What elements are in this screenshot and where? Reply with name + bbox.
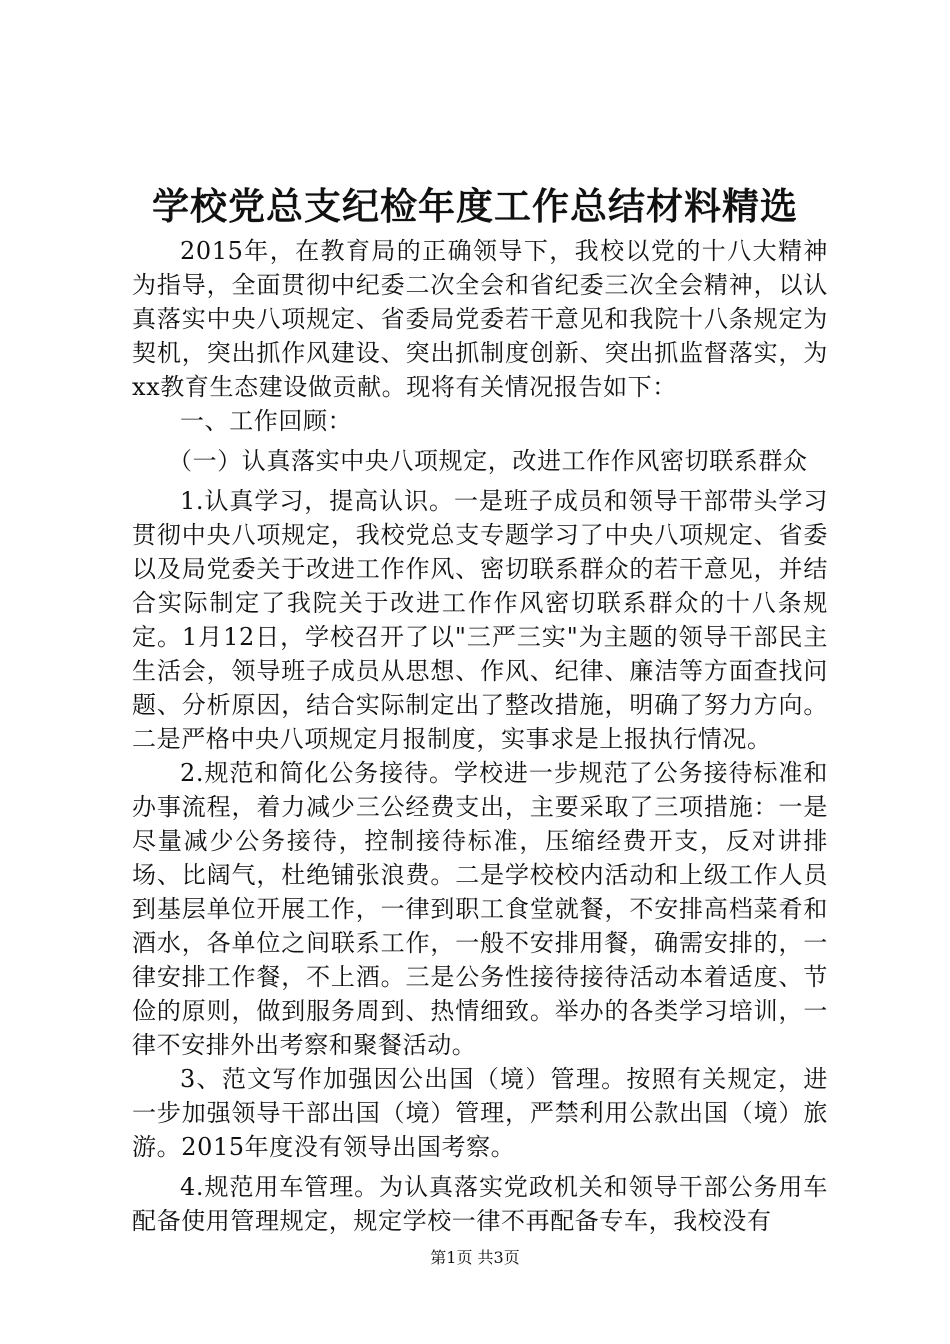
page-footer: 第1页 共3页 (430, 1248, 520, 1267)
paragraph-item-1: 1.认真学习，提高认识。一是班子成员和领导干部带头学习贯彻中央八项规定，我校党总支专题学习了中央八项规定、省委以及局党委关于改进工作作风、密切联系群众的若干意见，并结合实际制定了我院关于改进工作作风密切联系群众的十八条规定。1月12日，学校召开了以"三严三实"为主题的领导干部民主生活会，领导班子成员从思想、作风、纪律、廉洁等方面查找问题、分析原因，结合实际制定出了整改措施，明确了努力方向。二是严格中央八项规定月报制度，实事求是上报执行情况。 (132, 487, 828, 753)
paragraph-item-2: 2.规范和简化公务接待。学校进一步规范了公务接待标准和办事流程，着力减少三公经费支出，主要采取了三项措施：一是尽量减少公务接待，控制接待标准，压缩经费开支，反对讲排场、比阔气，杜绝铺张浪费。二是学校校内活动和上级工作人员到基层单位开展工作，一律到职工食堂就餐，不安排高档菜肴和酒水，各单位之间联系工作，一般不安排用餐，确需安排的，一律安排工作餐，不上酒。三是公务性接待接待活动本着适度、节俭的原则，做到服务周到、热情细致。举办的各类学习培训，一律不安排外出考察和聚餐活动。 (132, 759, 828, 1059)
paragraph-item-3: 3、范文写作加强因公出国（境）管理。按照有关规定，进一步加强领导干部出国（境）管理，严禁利用公款出国（境）旅游。2015年度没有领导出国考察。 (132, 1065, 828, 1161)
subsection-heading-1: （一）认真落实中央八项规定，改进工作作风密切联系群众 (168, 447, 808, 475)
paragraph-item-4: 4.规范用车管理。为认真落实党政机关和领导干部公务用车配备使用管理规定，规定学校一律不再配备专车，我校没有 (132, 1173, 828, 1235)
document-title: 学校党总支纪检年度工作总结材料精选 (152, 184, 798, 228)
paragraph-intro: 2015年，在教育局的正确领导下，我校以党的十八大精神为指导，全面贯彻中纪委二次全会和省纪委三次全会精神，以认真落实中央八项规定、省委局党委若干意见和我院十八条规定为契机，突出抓作风建设、突出抓制度创新、突出抓监督落实，为xx教育生态建设做贡献。现将有关情况报告如下： (132, 237, 828, 401)
section-heading-review: 一、工作回顾： (180, 407, 353, 435)
document-body (132, 234, 828, 1238)
